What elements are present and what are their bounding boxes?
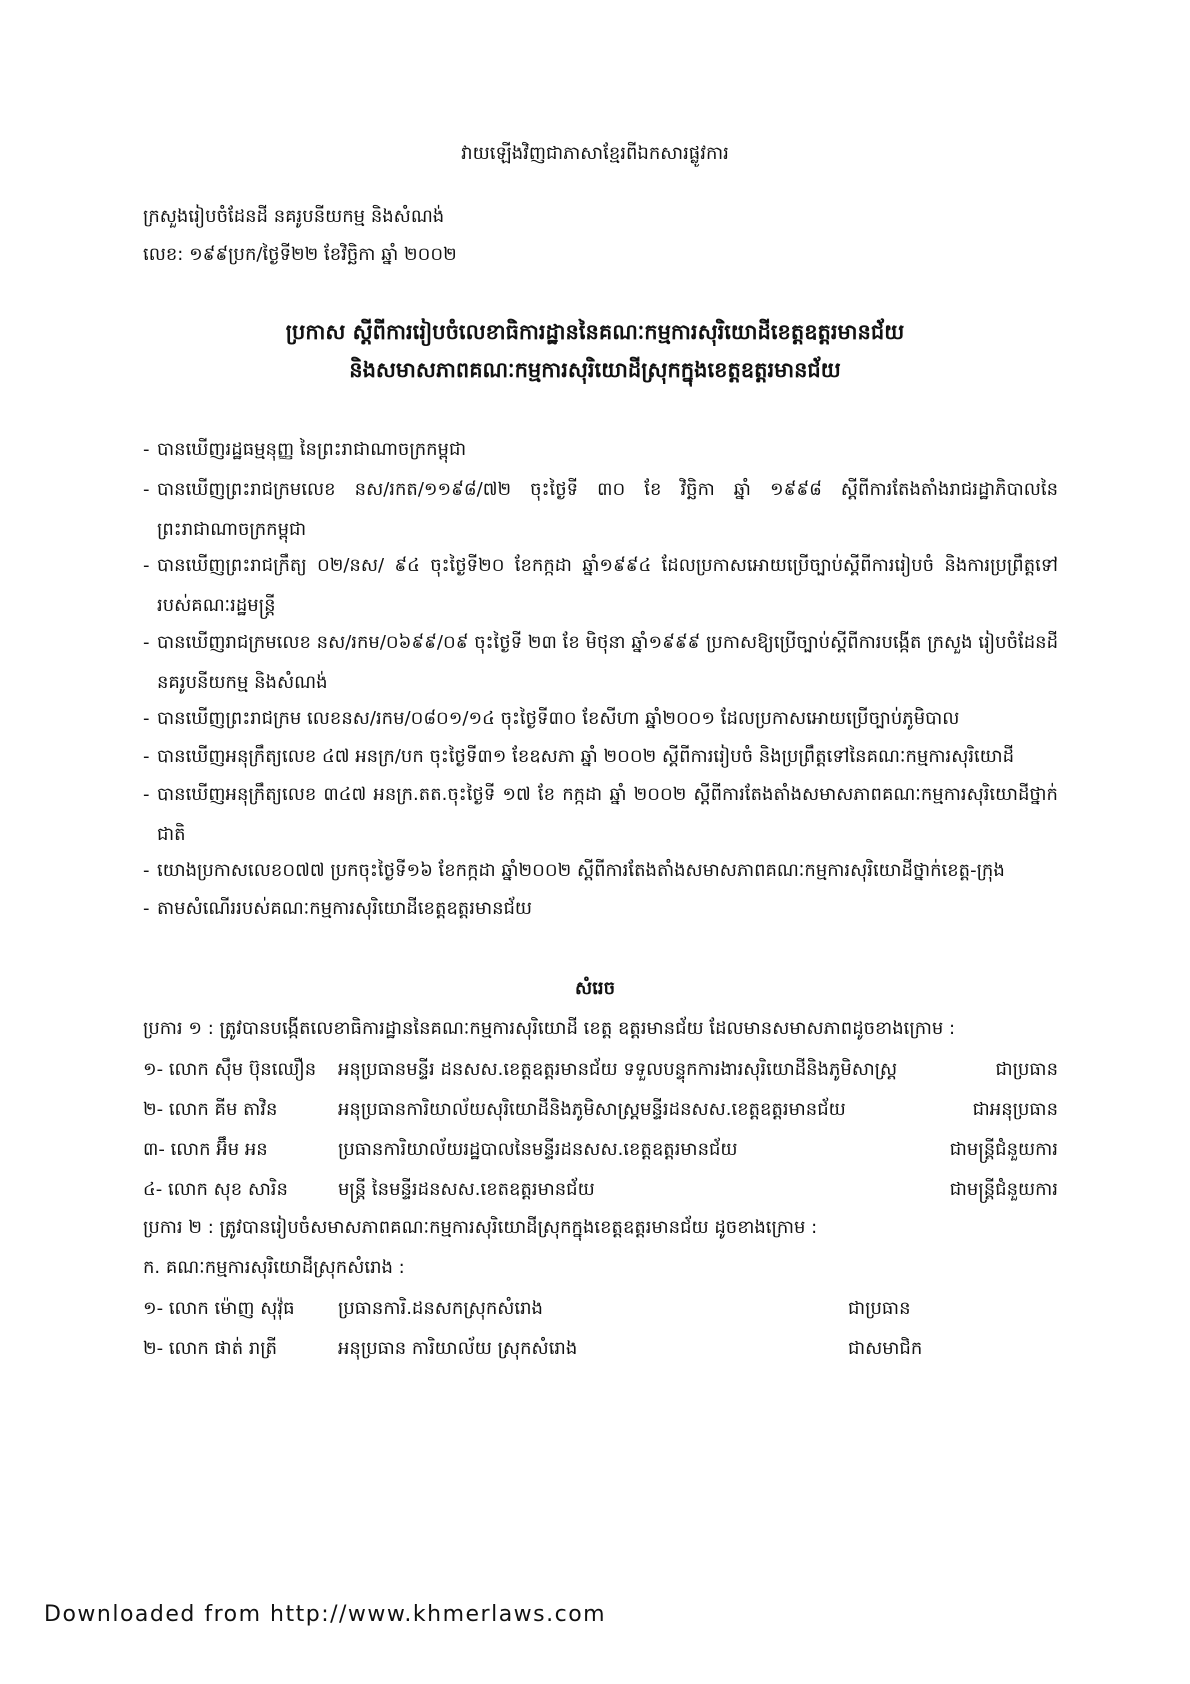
- reference-number: លេខ: ១៩៩ប្រក/ថ្ងៃទី២២ ខែវិច្ឆិកា ឆ្នាំ ២០០២: [143, 244, 457, 265]
- member-name: ១- លោក ស៊ឹម ប៊ុនឈឿន: [143, 1059, 317, 1080]
- member-role: ជាប្រធាន: [848, 1298, 911, 1319]
- preamble-item: - បានឃើញព្រះរាជក្រម លេខនស/រកម/០៨០១/១៤ ចុះថ្ងៃទី៣០ ខែសីហា ឆ្នាំ២០០១ ដែលប្រកាសអោយប្រើច្បាប់ភូមិបាល: [143, 708, 960, 729]
- member-name: ១- លោក ម៉ោញ សុវ៉ុធ: [143, 1298, 295, 1319]
- decision-heading: សំរេច: [575, 978, 615, 999]
- member-position: មន្ត្រី នៃមន្ទីរដនសស.ខេតឧត្តរមានជ័យ: [338, 1179, 595, 1200]
- preamble-item: - យោងប្រកាសលេខ០៧៧ ប្រកចុះថ្ងៃទី១៦ ខែកក្កដា ឆ្នាំ២០០២ ស្តីពីការតែងតាំងសមាសភាពគណៈកម្មការសុរិយោដីថ្នាក់ខេត្ត-ក្រុង: [143, 860, 1005, 881]
- member-position: អនុប្រធានការិយាល័យសុរិយោដីនិងភូមិសាស្ត្រមន្ទីរដនសស.ខេត្តឧត្តរមានជ័យ: [338, 1099, 846, 1120]
- download-source-note: Downloaded from http://www.khmerlaws.com: [44, 1602, 607, 1627]
- translation-note: វាយឡើងវិញជាភាសាខ្មែរពីឯកសារផ្លូវការ: [461, 143, 729, 164]
- document-title-line2: និងសមាសភាពគណៈកម្មការសុរិយោដីស្រុកក្នុងខេត្តឧត្តរមានជ័យ: [349, 358, 841, 382]
- preamble-item: - តាមសំណើររបស់គណៈកម្មការសុរិយោដីខេត្តឧត្តរមានជ័យ: [143, 898, 533, 919]
- member-role: ជាមន្ត្រីជំនួយការ: [949, 1139, 1058, 1160]
- member-name: ៤- លោក សុខ សារិន: [143, 1179, 288, 1200]
- preamble-item: - បានឃើញរាជក្រមលេខ នស/រកម/០៦៩៩/០៩ ចុះថ្ងៃទី ២៣ ខែ មិថុនា ឆ្នាំ១៩៩៩ ប្រកាសឱ្យប្រើច្បាប់ស្តីពីការបង្កើត ក្រសួង រៀបចំដែនដី នគរូបនីយកម្ម និងសំណង់: [143, 632, 1058, 693]
- preamble-item: - បានឃើញរដ្ឋធម្មនុញ្ញ នៃព្រះរាជាណាចក្រកម្ពុជា: [143, 439, 467, 460]
- member-position: អនុប្រធាន ការិយាល័យ ស្រុកសំរោង: [338, 1338, 578, 1359]
- preamble-item: - បានឃើញអនុក្រឹត្យលេខ ៣៤៧ អនក្រ.តត.ចុះថ្ងៃទី ១៧ ខែ កក្កដា ឆ្នាំ ២០០២ ស្តីពីការតែងតាំងសមាសភាពគណៈកម្មការសុរិយោដីថ្នាក់ជាតិ: [143, 784, 1058, 845]
- article-2-subsection: ក. គណៈកម្មការសុរិយោដីស្រុកសំរោង :: [143, 1257, 405, 1278]
- article-1-text: ប្រការ ១ : ត្រូវបានបង្កើតលេខាធិការដ្ឋាននៃគណៈកម្មការសុរិយោដី ខេត្ត ឧត្តរមានជ័យ ដែលមានសមាសភាពដូចខាងក្រោម :: [143, 1018, 956, 1039]
- member-role: ជាសមាជិក: [848, 1338, 923, 1359]
- preamble-item: - បានឃើញព្រះរាជក្រមលេខ នស/រកត/១១៩៨/៧២ ចុះថ្ងៃទី ៣០ ខែ វិច្ឆិកា ឆ្នាំ ១៩៩៨ ស្តីពីការតែងតាំងរាជរដ្ឋាភិបាលនៃព្រះរាជាណាចក្រកម្ពុជា: [143, 479, 1058, 540]
- member-name: ២- លោក គីម តាវិន: [143, 1099, 278, 1120]
- member-position: អនុប្រធានមន្ទីរ ដនសស.ខេត្តឧត្តរមានជ័យ ទទួលបន្ទុកការងារសុរិយោដីនិងភូមិសាស្ត្រ: [338, 1059, 898, 1080]
- member-role: ជាអនុប្រធាន: [972, 1099, 1058, 1120]
- article-2-text: ប្រការ ២ : ត្រូវបានរៀបចំសមាសភាពគណៈកម្មការសុរិយោដីស្រុកក្នុងខេត្តឧត្តរមានជ័យ ដូចខាងក្រោម :: [143, 1217, 818, 1238]
- member-name: ២- លោក ផាត់ រាត្រី: [143, 1338, 278, 1359]
- member-role: ជាមន្ត្រីជំនួយការ: [949, 1179, 1058, 1200]
- member-role: ជាប្រធាន: [995, 1059, 1058, 1080]
- preamble-item: - បានឃើញព្រះរាជក្រឹត្យ ០២/នស/ ៩៤ ចុះថ្ងៃទី២០ ខែកក្កដា ឆ្នាំ១៩៩៤ ដែលប្រកាសអោយប្រើច្បាប់ស្តីពីការរៀបចំ និងការប្រព្រឹត្តទៅរបស់គណៈរដ្ឋមន្ត្រី: [143, 555, 1058, 616]
- preamble-item: - បានឃើញអនុក្រឹត្យលេខ ៤៧ អនក្រ/បក ចុះថ្ងៃទី៣១ ខែឧសភា ឆ្នាំ ២០០២ ស្តីពីការរៀបចំ និងប្រព្រឹត្តទៅនៃគណៈកម្មការសុរិយោដី: [143, 746, 1015, 767]
- member-position: ប្រធានការិ.ដនសកស្រុកសំរោង: [338, 1298, 543, 1319]
- member-position: ប្រធានការិយាល័យរដ្ឋបាលនៃមន្ទីរដនសស.ខេត្តឧត្តរមានជ័យ: [338, 1139, 738, 1160]
- document-title-line1: ប្រកាស ស្តីពីការរៀបចំលេខាធិការដ្ឋាននៃគណៈកម្មការសុរិយោដីខេត្តឧត្តរមានជ័យ: [285, 320, 905, 344]
- member-name: ៣- លោក អ៊ឹម អន: [143, 1139, 268, 1160]
- ministry-name: ក្រសួងរៀបចំដែនដី នគរូបនីយកម្ម និងសំណង់: [143, 206, 445, 227]
